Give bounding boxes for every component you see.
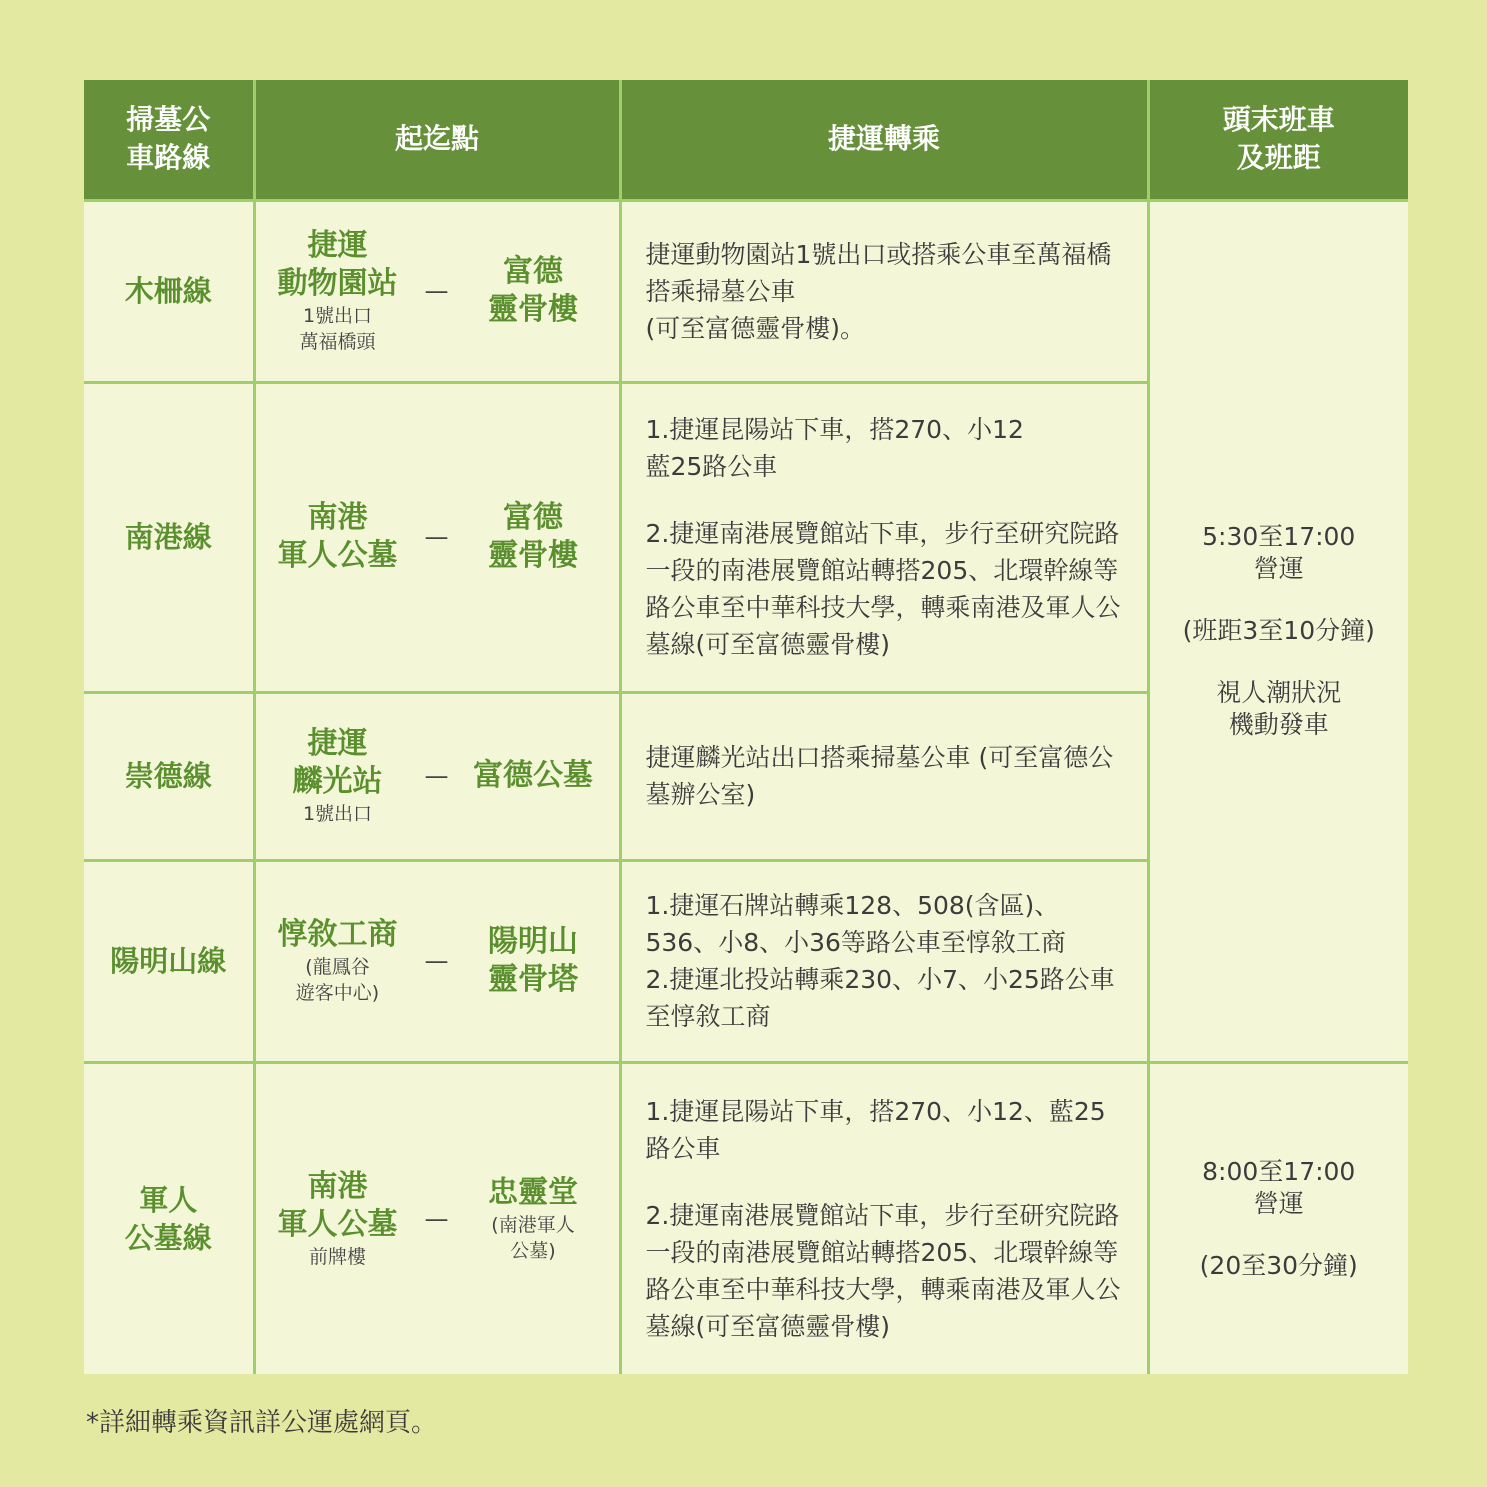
service-hours-group1 xyxy=(1148,200,1408,1062)
route-name: 陽明山線 xyxy=(84,860,254,1062)
bus-schedule-table xyxy=(84,80,1408,1374)
route-dash: — xyxy=(424,277,449,305)
origin: 南港 軍人公墓 前牌樓 xyxy=(277,1168,398,1268)
headway: (20至30分鐘) xyxy=(1199,1250,1358,1280)
table-row xyxy=(84,1062,1408,1374)
origin: 捷運 麟光站 1號出口 xyxy=(292,726,383,825)
transfer-info: 捷運麟光站出口搭乘掃墓公車 (可至富德公墓辦公室) xyxy=(620,692,1148,860)
origin: 惇敘工商 (龍鳳谷 遊客中心) xyxy=(277,917,398,1004)
route-dash: — xyxy=(424,947,449,975)
transfer-info: 1.捷運石牌站轉乘128、508(含區)、536、小8、小36等路公車至惇敘工商 2.捷運北投站轉乘230、小7、小25路公車至惇敘工商 xyxy=(620,860,1148,1062)
route-name: 木柵線 xyxy=(84,200,254,382)
header-route: 掃墓公 車路線 xyxy=(84,80,254,200)
service-hours: 5:30至17:00 營運 xyxy=(1202,522,1356,583)
header-od: 起迄點 xyxy=(254,80,620,200)
route-dash: — xyxy=(424,762,449,790)
origin-destination xyxy=(254,692,620,860)
dispatch-note: 視人潮狀況 機動發車 xyxy=(1216,678,1342,739)
origin-destination xyxy=(254,1062,620,1374)
origin-destination xyxy=(254,200,620,382)
service-hours-group2 xyxy=(1148,1062,1408,1374)
origin: 捷運 動物園站 1號出口 萬福橋頭 xyxy=(277,228,398,353)
footnote: *詳細轉乘資訊詳公運處網頁。 xyxy=(86,1408,438,1438)
transfer-info: 1.捷運昆陽站下車，搭270、小12、藍25路公車 2.捷運南港展覽館站下車，步行至研究院路一段的南港展覽館站轉搭205、北環幹線等路公車至中華科技大學，轉乘南港及軍人公墓線(可至富德靈骨樓) xyxy=(620,1062,1148,1374)
origin-destination xyxy=(254,382,620,692)
origin: 南港 軍人公墓 xyxy=(277,500,398,573)
destination: 富德 靈骨樓 xyxy=(488,254,578,327)
route-name: 軍人 公墓線 xyxy=(84,1062,254,1374)
destination: 陽明山 靈骨塔 xyxy=(488,924,578,997)
route-dash: — xyxy=(424,1204,449,1233)
route-name: 南港線 xyxy=(84,382,254,692)
destination: 忠靈堂 (南港軍人 公墓) xyxy=(488,1174,578,1262)
table-header-row xyxy=(84,80,1408,200)
table-row xyxy=(84,200,1408,382)
transfer-info: 1.捷運昆陽站下車，搭270、小12 藍25路公車 2.捷運南港展覽館站下車，步行至研究院路一段的南港展覽館站轉搭205、北環幹線等路公車至中華科技大學，轉乘南港及軍人公墓線(可至富德靈骨樓) xyxy=(620,382,1148,692)
route-dash: — xyxy=(424,523,449,551)
service-hours: 8:00至17:00 營運 xyxy=(1202,1156,1356,1218)
origin-destination xyxy=(254,860,620,1062)
headway: (班距3至10分鐘) xyxy=(1182,616,1375,645)
route-name: 崇德線 xyxy=(84,692,254,860)
header-times: 頭末班車 及班距 xyxy=(1148,80,1408,200)
destination: 富德 靈骨樓 xyxy=(488,500,578,573)
header-transfer: 捷運轉乘 xyxy=(620,80,1148,200)
transfer-info: 捷運動物園站1號出口或搭乘公車至萬福橋搭乘掃墓公車 (可至富德靈骨樓)。 xyxy=(620,200,1148,382)
destination: 富德公墓 xyxy=(473,758,593,793)
